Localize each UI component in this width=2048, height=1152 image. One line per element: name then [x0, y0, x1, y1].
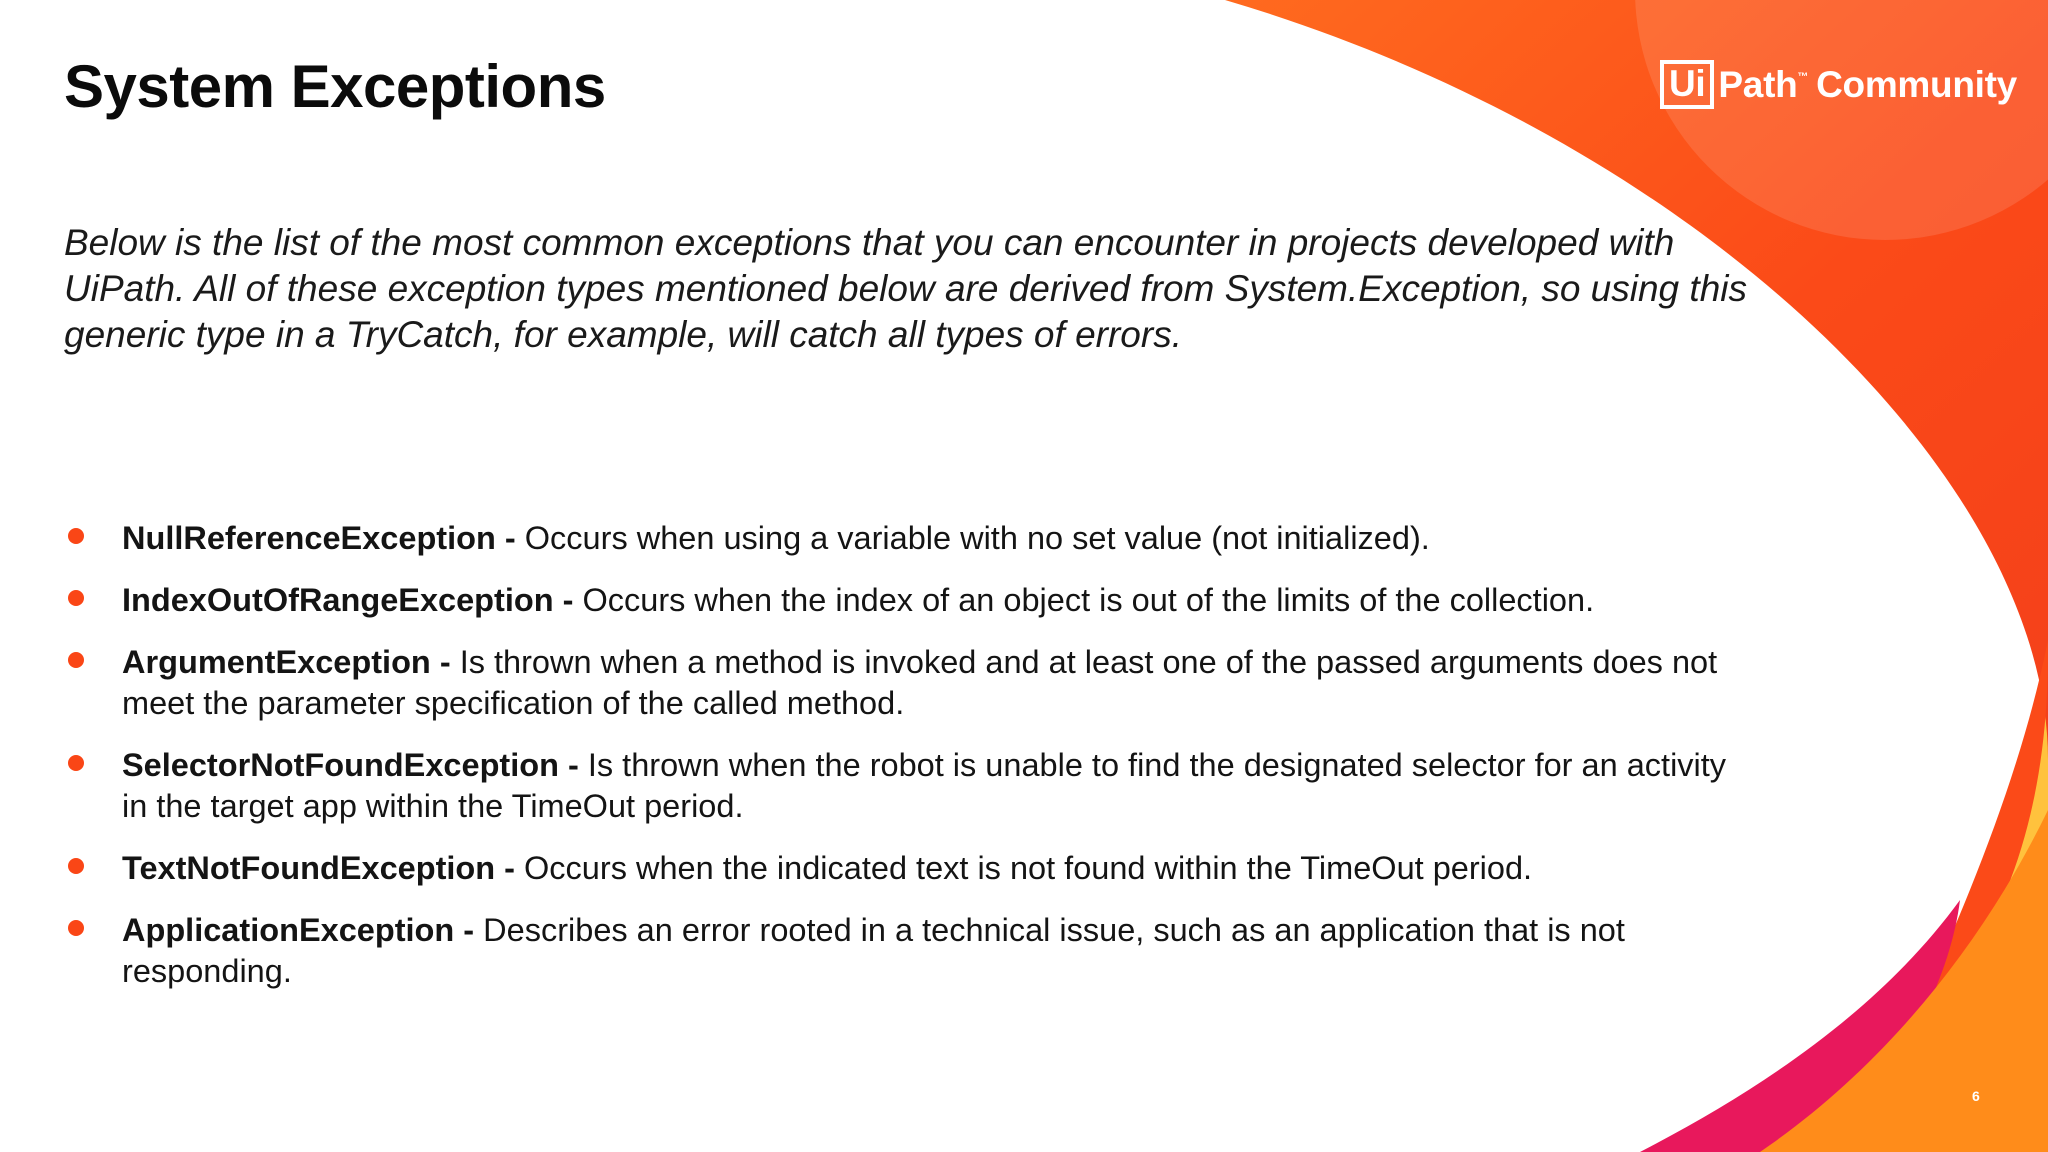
- exception-name: SelectorNotFoundException: [122, 747, 559, 783]
- exception-description: Occurs when the index of an object is out of the limits of the collection.: [582, 582, 1595, 618]
- page-number: 6: [1972, 1088, 1980, 1104]
- intro-paragraph: Below is the list of the most common exceptions that you can encounter in projects developed with UiPath. All of these exception types mentioned below are derived from System.Exception, so using this generic type in a TryCatch, for example, will catch all types of errors.: [64, 222, 1747, 355]
- logo-trademark: ™: [1797, 70, 1809, 83]
- bullet-icon: [68, 652, 84, 668]
- exception-description: Occurs when the indicated text is not found within the TimeOut period.: [524, 850, 1533, 886]
- exception-name: TextNotFoundException: [122, 850, 496, 886]
- list-item: [64, 910, 1744, 992]
- slide-title: System Exceptions: [64, 53, 606, 120]
- exception-description: Describes an error rooted in a technical issue, such as an application that is not responding.: [122, 912, 1625, 989]
- uipath-community-logo: [1660, 60, 2017, 109]
- list-item: [64, 518, 1744, 559]
- exception-list: [64, 518, 1744, 1013]
- list-item: [64, 580, 1744, 621]
- list-item: [64, 848, 1744, 889]
- exception-description: Is thrown when the robot is unable to find the designated selector for an activity in the target app within the TimeOut period.: [122, 747, 1727, 824]
- separator: -: [454, 912, 484, 948]
- separator: -: [495, 520, 525, 556]
- exception-name: IndexOutOfRangeException: [122, 582, 554, 618]
- list-item: [64, 745, 1744, 827]
- bullet-icon: [68, 755, 84, 771]
- bullet-icon: [68, 858, 84, 874]
- separator: -: [558, 747, 588, 783]
- separator: -: [495, 850, 525, 886]
- bullet-icon: [68, 528, 84, 544]
- separator: -: [553, 582, 583, 618]
- exception-description: Is thrown when a method is invoked and at least one of the passed arguments does not meet the parameter specification of the called method.: [122, 644, 1718, 721]
- list-item: [64, 642, 1744, 724]
- separator: -: [430, 644, 460, 680]
- logo-community-text: Community: [1816, 63, 2017, 105]
- bullet-icon: [68, 920, 84, 936]
- logo-path-text: Path: [1718, 63, 1798, 105]
- exception-name: ApplicationException: [122, 912, 455, 948]
- bullet-icon: [68, 590, 84, 606]
- exception-name: ArgumentException: [122, 644, 431, 680]
- exception-description: Occurs when using a variable with no set value (not initialized).: [524, 520, 1430, 556]
- exception-name: NullReferenceException: [122, 520, 496, 556]
- logo-ui-mark: Ui: [1660, 60, 1714, 109]
